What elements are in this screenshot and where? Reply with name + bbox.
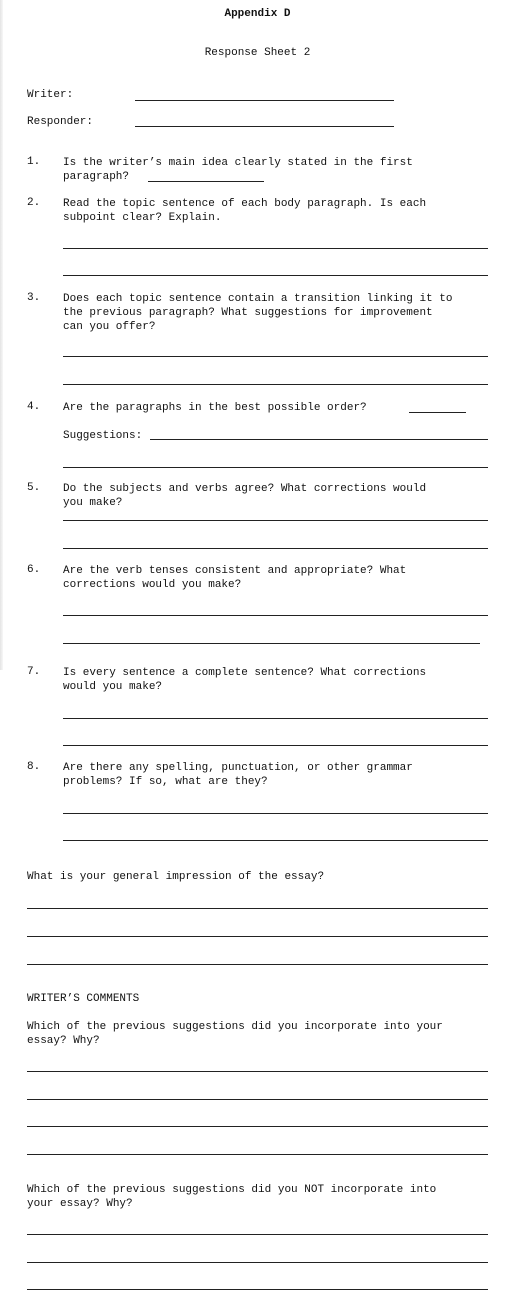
question-7-text <box>63 666 426 694</box>
appendix-heading: Appendix D <box>224 8 291 20</box>
writer-label: Writer: <box>27 89 74 101</box>
writers-comments-heading: WRITER’S COMMENTS <box>27 993 140 1005</box>
answer-line[interactable] <box>63 615 488 616</box>
question-2-text <box>63 197 426 225</box>
question-line: Are the verb tenses consistent and appropriate? What <box>63 565 407 577</box>
writer-field[interactable] <box>135 100 394 101</box>
question-3-text <box>63 292 452 334</box>
answer-line[interactable] <box>63 248 488 249</box>
answer-line[interactable] <box>63 467 488 468</box>
answer-line[interactable] <box>27 964 488 965</box>
answer-line[interactable] <box>63 275 488 276</box>
answer-line[interactable] <box>63 643 480 644</box>
question-line: problems? If so, what are they? <box>63 776 268 788</box>
question-6-text <box>63 564 406 592</box>
question-line: can you offer? <box>63 321 156 333</box>
answer-line[interactable] <box>27 1154 488 1155</box>
question-line: the previous paragraph? What suggestions for improvement <box>63 307 433 319</box>
answer-line[interactable] <box>63 745 488 746</box>
question-line: Is every sentence a complete sentence? What corrections <box>63 667 427 679</box>
answer-line[interactable] <box>63 548 488 549</box>
question-line: Are there any spelling, punctuation, or other grammar <box>63 762 413 774</box>
answer-line[interactable] <box>27 908 488 909</box>
responder-label: Responder: <box>27 116 94 128</box>
question-line: Are the paragraphs in the best possible order? <box>63 402 367 414</box>
question-number: 7. <box>27 666 41 678</box>
incorporated-question <box>27 1020 443 1048</box>
question-8-text <box>63 761 413 789</box>
answer-line[interactable] <box>63 840 488 841</box>
page-title: Response Sheet 2 <box>204 47 311 59</box>
question-line: Which of the previous suggestions did you NOT incorporate into <box>27 1184 437 1196</box>
question-line: corrections would you make? <box>63 579 242 591</box>
answer-line[interactable] <box>27 1071 488 1072</box>
answer-line[interactable] <box>27 1234 488 1235</box>
answer-line[interactable] <box>63 384 488 385</box>
question-line: essay? Why? <box>27 1035 100 1047</box>
question-number: 5. <box>27 482 41 494</box>
question-line: Read the topic sentence of each body paragraph. Is each <box>63 198 427 210</box>
answer-line[interactable] <box>63 813 488 814</box>
question-number: 6. <box>27 564 41 576</box>
question-line: your essay? Why? <box>27 1198 133 1210</box>
question-line: paragraph? <box>63 171 130 183</box>
general-impression-prompt: What is your general impression of the essay? <box>27 871 325 883</box>
question-line: subpoint clear? Explain. <box>63 212 222 224</box>
question-1-text <box>63 156 413 184</box>
question-line: Do the subjects and verbs agree? What corrections would <box>63 483 427 495</box>
answer-line[interactable] <box>27 1262 488 1263</box>
question-number: 2. <box>27 197 41 209</box>
question-line: would you make? <box>63 681 163 693</box>
answer-line[interactable] <box>63 520 488 521</box>
question-number: 8. <box>27 761 41 773</box>
question-number: 3. <box>27 292 41 304</box>
page-edge-shadow <box>0 0 3 670</box>
not-incorporated-question <box>27 1183 436 1211</box>
responder-field[interactable] <box>135 126 394 127</box>
suggestions-label: Suggestions: <box>63 430 143 442</box>
question-number: 1. <box>27 156 41 168</box>
question-4-text <box>63 401 367 415</box>
answer-line[interactable] <box>27 936 488 937</box>
suggestions-line[interactable] <box>150 439 488 440</box>
question-line: you make? <box>63 497 123 509</box>
answer-line[interactable] <box>63 356 488 357</box>
answer-line[interactable] <box>63 718 488 719</box>
question-number: 4. <box>27 401 41 413</box>
answer-line[interactable] <box>148 181 264 182</box>
question-line: Is the writer’s main idea clearly stated in the first <box>63 157 413 169</box>
answer-line[interactable] <box>27 1099 488 1100</box>
question-5-text <box>63 482 426 510</box>
question-line: Which of the previous suggestions did you incorporate into your <box>27 1021 443 1033</box>
answer-line[interactable] <box>409 412 466 413</box>
answer-line[interactable] <box>27 1126 488 1127</box>
question-line: Does each topic sentence contain a transition linking it to <box>63 293 453 305</box>
answer-line[interactable] <box>27 1289 488 1290</box>
